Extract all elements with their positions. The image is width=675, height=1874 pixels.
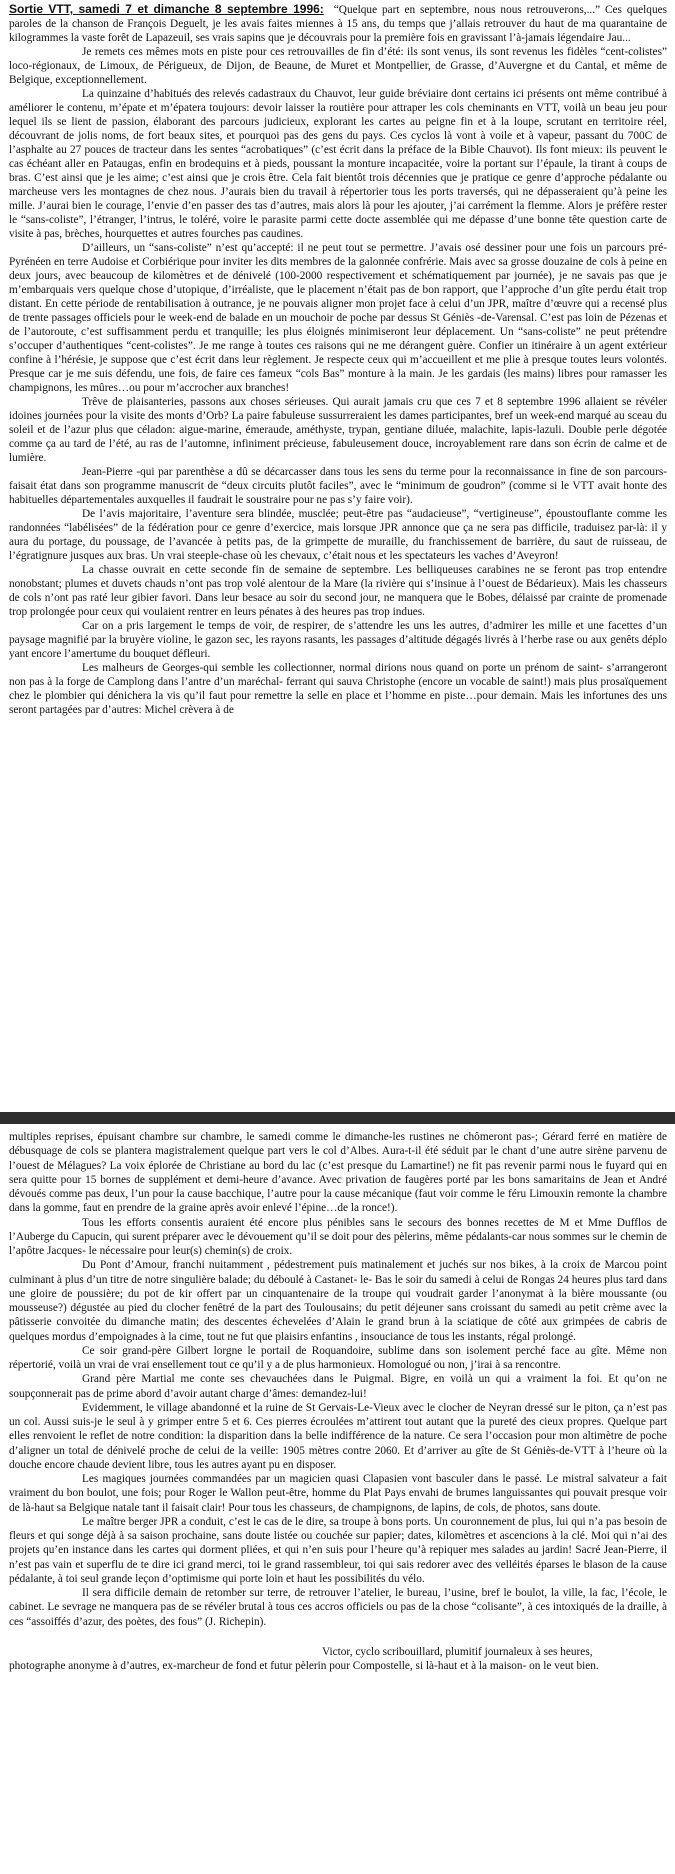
paragraph: Le maître berger JPR a conduit, c’est le cas de le dire, sa troupe à bons ports. Un couronnement de plus, lui qui n’a pas besoin de fleurs et qui songe déjà à sa saison prochaine, sans doute listée ou couchée sur papier; dates, kilomètres et ascencions à la clé. Moi qui n’ai des projets qu’en instance dans les cartes qui dorment pliées, et qui n’en suis pour l’heure qu’à repiquer mes salades au jardin! Sacré Jean-Pierre, il n’est pas vain et superflu de te dire ici grand merci, toi le grand rassembleur, toi qui sais redorer avec des velléités éparses le blason de la cause pédalante, à toi seul grande leçon d’optimisme qui porte loin et haut les possibilités du vélo. [9, 1515, 667, 1585]
paragraph: Grand père Martial me conte ses chevauchées dans le Puigmal. Bigre, en voilà un qui a vraiment la foi. Et qu’on ne soupçonnerait pas de prime abord d’avoir autant charge d’âmes: demandez-lui! [9, 1373, 667, 1400]
paragraph: Les malheurs de Georges-qui semble les collectionner, normal dirions nous quand on porte un prénom de saint- s’arrangeront non pas à la forge de Camplong dans l’antre d’un maréchal- ferrant qui sauva Christophe (encore un vocable de saint!) mais plus prosaïquement chez le plombier qui dénichera la vis qu’il faut pour remettre la selle en place et l’homme en piste…pour demain. Mais les infortunes des uns seront partagées par d’autres: Michel crèvera à de [9, 662, 667, 716]
paragraph: D’ailleurs, un “sans-coliste” n’est qu’accepté: il ne peut tout se permettre. J’avais osé dessiner pour une fois un parcours pré-Pyrénéen en terre Audoise et Corbiérique pour inviter les dits membres de la galonnée confrérie. Mais avec sa grosse douzaine de cols à peine en deux jours, avec beaucoup de kilomètres et de dénivelé (100-2000 respectivement et schématiquement par journée), je ne savais pas que je m’embarquais vers quelque chose d’utopique, d’irréaliste, que le placement n’était pas de bon rapport, que l’approche d’un gîte perdu était trop distant. En cette période de rentabilisation à outrance, je ne pouvais aligner mon projet face à celui d’un JPR, maître d’œuvre qui a recensé plus de trente passages officiels pour le week-end de balade en un mouchoir de poche par dessus St Géniès -de-Varensal. C’est pas loin de Pézenas et de l’autoroute, c’est suffisamment perdu et tranquille; les plus éloignés minimiseront leur déplacement. Un “sans-coliste” ne peut prétendre s’occuper d’authentiques “cent-colistes”. Je me range à toutes ces raisons qui ne me dérangent guère. Confier un itinéraire à un agent extérieur confine à l’hérésie, je suppose que c’est écrit dans leur règlement. Je respecte ceux qui m’accueillent et me plie à presque toutes leurs volontés. Presque car je me suis défendu, une fois, de faire ces fameux “cols Bas” monture à la main. Je les gardais (les mains) libres pour ramasser les champignons, les mûres…ou pour m’accrocher aux branches! [9, 242, 667, 394]
paragraph: Je remets ces mêmes mots en piste pour ces retrouvailles de fin d’été: ils sont venus, ils sont revenus les fidèles “cent-colistes” loco-régionaux, de Limoux, de Périgueux, de Dijon, de Beaune, de Muret et Montpellier, de Grasse, d’Auvergne et du Cantal, et même de Belgique, exceptionnellement. [9, 46, 667, 86]
paragraph: Les magiques journées commandées par un magicien quasi Clapasien vont basculer dans le passé. Le mistral salvateur a fait vraiment du bon boulot, une fois; pour Roger le Wallon peut-être, homme du Plat Pays envahi de brumes languissantes qui pouvait presque voir de là-haut sa Belgique natale tant il faisait clair! Pour tous les chasseurs, de champignons, de lapins, de cols, de photos, sans doute. [9, 1473, 667, 1514]
paragraph: La quinzaine d’habitués des relevés cadastraux du Chauvot, leur guide bréviaire dont certains ici présents ont même contribué à améliorer le contenu, m’épate et m’épatera toujours: devoir laisser la routière pour attraper les cols cheminants en VTT, voilà un beau jeu pour lequel ils se lient de passion, élaborant des parcours judicieux, explorant les cartes au peigne fin et à la loupe, scrutant en territoire réel, découvrant de jolis noms, de fort beaux sites, et pourquoi pas des gens du pays. Ces cyclos là vont à voile et à vapeur, passant du 700C de l’asphalte au 27 pouces de tracteur dans les sentes “acrobatiques” (c’est écrit dans la préface de la Bible Chauvot). Ils font mieux: ils peuvent le cas échéant aller en Pataugas, enfin en brodequins et à pieds, poussant la monture incapacitée, voire la portant sur l’épaule, la tirant à coups de bras. C’est ainsi que je les aime; c’est ainsi que je crois être. Cela fait bientôt trois décennies que je pratique ce genre d’approche pédalante ou marcheuse vers les montagnes de chez nous. J’aurais bien du travail à répertorier tous les ports traversés, qui ne dépasseraient qu’à peine les mille. J’aurai bien le courage, l’envie d’en passer des tas d’autres, mais alors là pour les ajouter, j’ai carrément la flemme. Alors je préfère rester le “sans-coliste”, l’étranger, l’intrus, le toléré, voire le parasite parmi cette docte assemblée qui me dépasse d’une bonne tête question carte de visite à pas, brèches, hourquettes et autres fourches pas caudines. [9, 88, 667, 240]
paragraph-text: “Quelque part en septembre, nous nous retrouverons,...” Ces quelques paroles de la chanson de François Deguelt, je les avais faites miennes à 15 ans, du temps que j’allais retrouver du haut de ma quarantaine de kilogrammes la vaste forêt de Lapazeuil, ses vrais sapins que je découvrais pour la première fois en gravissant l’à-jamais légendaire Jau... [9, 4, 667, 44]
signature-continuation: photographe anonyme à d’autres, ex-marcheur de fond et futur pèlerin pour Compostelle, si là-haut et à la maison- on le veut bien. [9, 1660, 599, 1672]
signature-line: Victor, cyclo scribouillard, plumitif journaleux à ses heures, [322, 1645, 593, 1658]
paragraph: Jean-Pierre -qui par parenthèse a dû se décarcasser dans tous les sens du terme pour la reconnaissance in fine de son parcours- faisait état dans son programme manuscrit de “deux circuits plutôt faciles”, avec le “minimum de goudron” (comme si le VTT avait honte des habituelles départementales auxquelles il faudrait le soustraire pour ne pas s’y faire voir). [9, 466, 667, 506]
paragraph: Il sera difficile demain de retomber sur terre, de retrouver l’atelier, le bureau, l’usine, bref le boulot, la ville, la fac, l’école, le cabinet. Le sevrage ne manquera pas de se révéler brutal à tous ces accros officiels ou pas de la chose “colisante”, à ces intoxiqués de la draille, à ces “assoiffés d’azur, des poètes, des fous” (J. Richepin). [9, 1587, 667, 1628]
paragraph: Trêve de plaisanteries, passons aux choses sérieuses. Qui aurait jamais cru que ces 7 et 8 septembre 1996 allaient se révéler idoines journées pour la visite des monts d’Orb? La paire fabuleuse sussurreraient les dames participantes, bref un week-end marqué au sceau du soleil et de l’azur plus que céladon: aigue-marine, émeraude, améthyste, trypan, gentiane diluée, malachite, lapis-lazuli. Double perle dégotée comme ça au tard de l’été, au ras de l’automne, infiniment précieuse, fabuleusement douce, incroyablement rare dans son écrin de calme et de lumière. [9, 396, 667, 464]
paragraph-intro [9, 2, 667, 45]
page-separator [0, 1112, 675, 1124]
paragraph: Tous les efforts consentis auraient été encore plus pénibles sans le secours des bonnes recettes de M et Mme Dufflos de l’Auberge du Capucin, qui surent préparer avec le dévouement qu’il se doit pour des pèlerins, même pédalants-car nous sommes sur le chemin de l’apôtre Jacques- le nécessaire pour leur(s) chemin(s) de croix. [9, 1216, 667, 1257]
paragraph: multiples reprises, épuisant chambre sur chambre, le samedi comme le dimanche-les rustines ne chômeront pas-; Gérard ferré en matière de débusquage de cols se plantera magistralement quelque part vers le col d’Albes. Aura-t-il été séduit par le chant d’une autre sirène parvenu de l’ouest de Mélagues? La voix éplorée de Christiane au bord du lac (c’est presque du Lamartine!) ne fit pas revenir parmi nous le fuyard qui en sera quitte pour 15 bornes de supplément et demi-heure d’avance. Avec privation de faugères porté par les bons samaritains de Jean et André dévoués comme pas deux, l’un pour la cause bacchique, l’autre pour la cause mécanique (faut voir comme le féru Limouxin remonte la chambre dans la gomme, faut en prendre de la graine après avoir enlevé l’épine…de la ronce!). [9, 1131, 667, 1215]
paragraph: Evidemment, le village abandonné et la ruine de St Gervais-Le-Vieux avec le clocher de Neyran dressé sur le piton, ça n’est pas un col. Aussi suis-je le seul à y grimper entre 5 et 6. Ces pierres écroulées m’attirent tout autant que la pureté des cieux propres. Quelque part elles renvoient le reflet de notre condition: la disparition dans la belle indifférence de la nature. Ce sera l’occasion pour mon altimètre de poche d’aligner un total de dénivelé proche de celui de la veille: 1905 mètres contre 2060. Et d’arriver au gîte de St Géniès-de-VTT à l’heure où la douche encore chaude devient libre, tous les autres ayant pu en disposer. [9, 1401, 667, 1471]
paragraph: Ce soir grand-père Gilbert lorgne le portail de Roquandoire, sublime dans son isolement perché face au gîte. Même non répertorié, voilà un vrai de vrai ensellement tout ce qu’il y a de plus harmonieux. Homologué ou non, j’irai à sa rencontre. [9, 1344, 667, 1371]
article-title: Sortie VTT, samedi 7 et dimanche 8 septembre 1996: [9, 2, 324, 16]
paragraph: Du Pont d’Amour, franchi nuitamment , pédestrement puis matinalement et juchés sur nos bikes, à la croix de Marcou point culminant à plus d’un titre de notre singulière balade; du déboulé à Castanet- le- Bas le soir du samedi à celui de Rongas 24 heures plus tard dans une gloire de poussière; du pot de kir offert par un cinquantenaire de la troupe qui voudrait garder l’anonymat à la bière moussante (ou mousseuse?) dégustée au pied du clocher fenêtré de la part des Toulousains; du petit déjeuner sans croissant du samedi au petit crème avec la pâtisserie convoitée du dimanche matin; des descentes échevelées d’Alain le grand brun à la sciatique de côté aux grimpées de cabris de quelques mordus d’empoignades à la cime, tout ne fut que plaisirs enfantins , insouciance de tous les instants, régal prolongé. [9, 1259, 667, 1343]
page-2 [0, 1124, 675, 1874]
paragraph: Car on a pris largement le temps de voir, de respirer, de s’attendre les uns les autres, d’admirer les mille et une facettes d’un paysage magnifié par la bruyère violine, le gazon sec, les rayons rasants, les passages d’altitude dégagés livrés à l’herbe rase ou aux genêts déplo yant encore l’amertume du bouquet défleuri. [9, 620, 667, 660]
paragraph: La chasse ouvrait en cette seconde fin de semaine de septembre. Les belliqueuses carabines ne se feront pas trop entendre nonobstant; plumes et duvets chauds n’ont pas trop volé alentour de la Mare (la rivière qui s’insinue à l’ouest de Bédarieux). Mais les chasseurs de cols n’ont pas raté leur gibier favori. Dans leur besace au soir du second jour, ne manquera que le Bobes, délaissé par crainte de promenade trop prolongée pour ceux qui voulaient rentrer en leurs pénates à des heures pas trop indues. [9, 564, 667, 618]
paragraph: De l’avis majoritaire, l’aventure sera blindée, musclée; peut-être pas “audacieuse”, “vertigineuse”, époustouflante comme les randonnées “labélisées” de la fédération pour ce genre d’exercice, mais lorsque JPR annonce que ça ne sera pas difficile, traduisez par-là: il y aura du portage, du poussage, de l’avancée à petits pas, de la grimpette de muraille, du franchissement de barrière, du saut de ruisseau, de l’égratignure jusques aux bras. Un vrai steeple-chase où les chevaux, c’était nous et les spectateurs les vaches d’Aveyron! [9, 508, 667, 562]
